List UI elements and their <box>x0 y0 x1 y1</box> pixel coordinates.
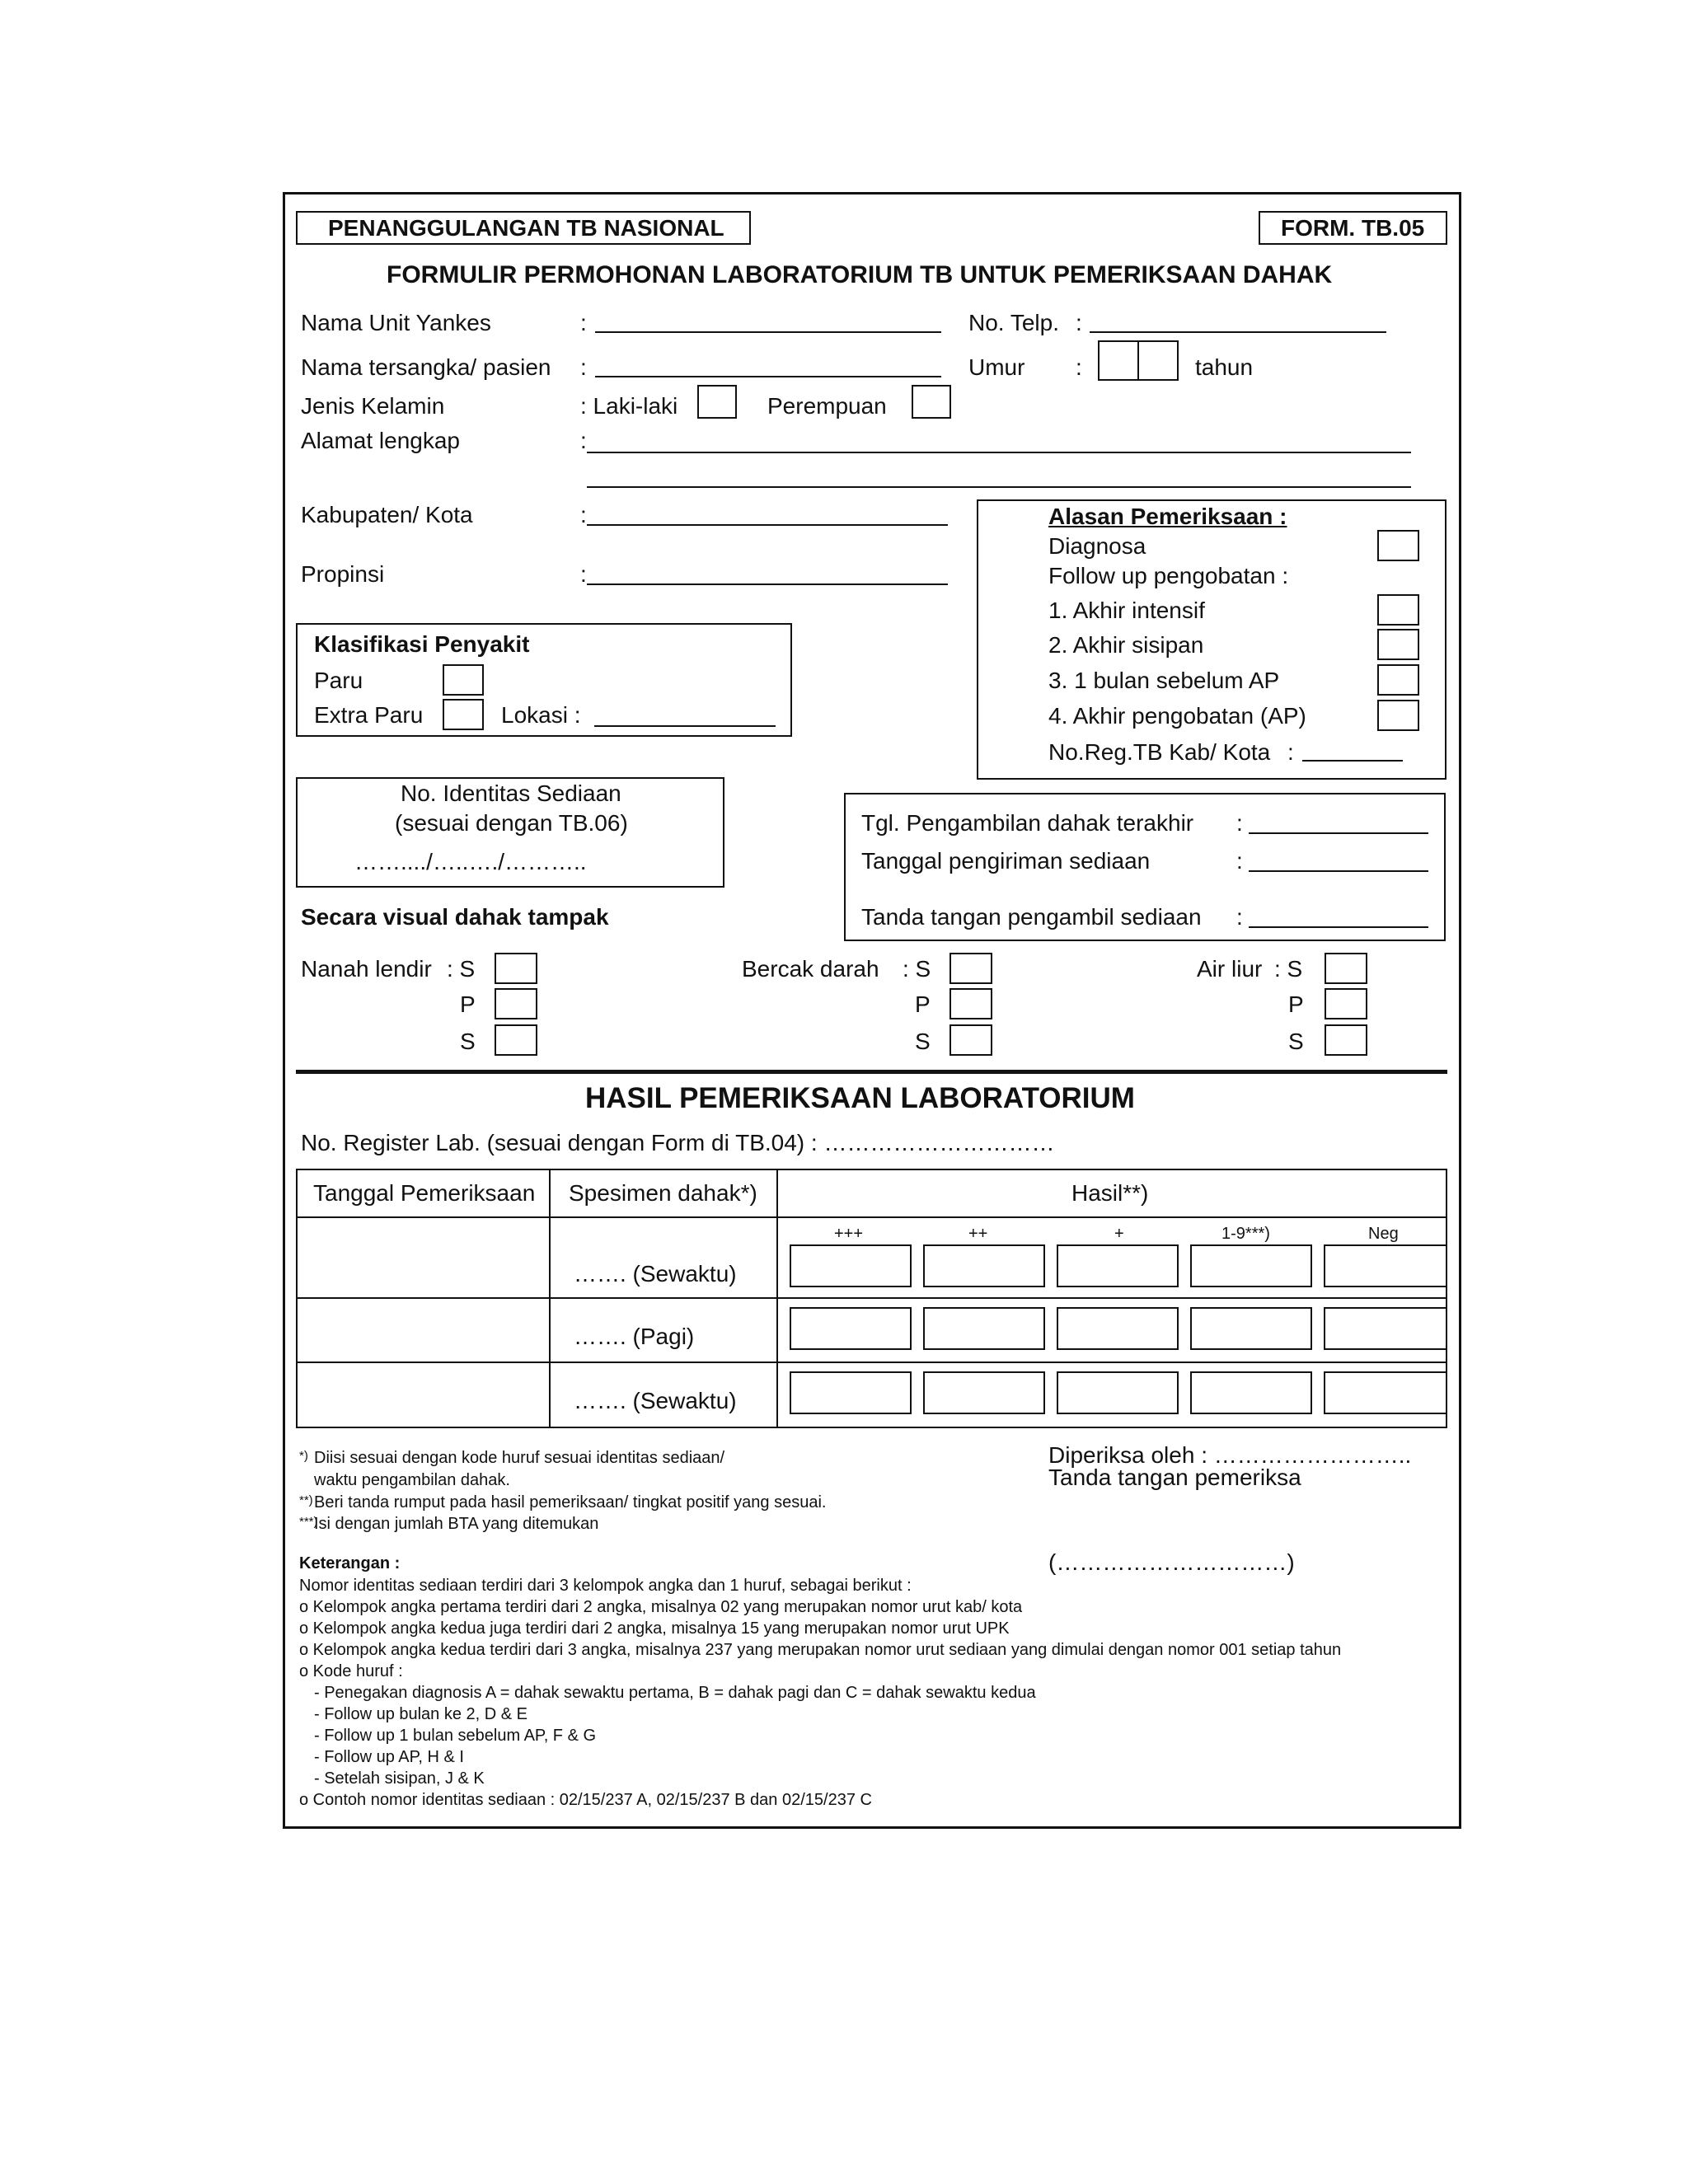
remarks-code-5: - Setelah sisipan, J & K <box>314 1769 485 1788</box>
result-box[interactable] <box>1324 1371 1447 1414</box>
note-1b: waktu pengambilan dahak. <box>314 1471 510 1489</box>
air-liur-mark-1: : S <box>1274 956 1303 982</box>
remarks-title: Keterangan : <box>299 1554 401 1572</box>
district-colon: : <box>580 502 587 527</box>
grade-5: Neg <box>1368 1225 1399 1243</box>
visual-title: Secara visual dahak tampak <box>301 904 609 930</box>
bercak-mark-2: P <box>915 991 931 1017</box>
district-label: Kabupaten/ Kota <box>301 502 473 527</box>
province-label: Propinsi <box>301 561 385 587</box>
nanah-mark-2: P <box>460 991 476 1017</box>
air-liur-mark-2: P <box>1288 991 1304 1017</box>
address-colon: : <box>580 428 587 453</box>
classification-title: Klasifikasi Penyakit <box>314 631 530 657</box>
reg-no-label: No.Reg.TB Kab/ Kota <box>1048 739 1271 765</box>
signature-colon: : <box>1236 904 1243 930</box>
examiner-signature-label: Tanda tangan pemeriksa <box>1048 1465 1301 1490</box>
phone-label: No. Telp. <box>968 310 1059 335</box>
result-box[interactable] <box>1057 1307 1179 1350</box>
remarks-bullet-1: o Kelompok angka pertama terdiri dari 2 angka, misalnya 02 yang merupakan nomor urut kab/ kota <box>299 1598 1023 1616</box>
address-field-1[interactable] <box>587 452 1411 453</box>
air-liur-label: Air liur <box>1197 956 1263 982</box>
remarks-example: o Contoh nomor identitas sediaan : 02/15/237 A, 02/15/237 B dan 02/15/237 C <box>299 1791 872 1809</box>
air-liur-mark-3: S <box>1288 1029 1304 1054</box>
remarks-bullet-4: o Kode huruf : <box>299 1662 403 1680</box>
bercak-mark-3: S <box>915 1029 931 1054</box>
grade-3: + <box>1114 1225 1124 1243</box>
bercak-darah-label: Bercak darah <box>742 956 879 982</box>
result-box[interactable] <box>1190 1244 1312 1287</box>
unit-colon: : <box>580 310 587 335</box>
grade-4: 1-9***) <box>1221 1225 1270 1243</box>
examiner-signature-field[interactable]: (…………………………) <box>1048 1549 1295 1575</box>
result-box[interactable] <box>790 1371 912 1414</box>
remarks-code-1: - Penegakan diagnosis A = dahak sewaktu pertama, B = dahak pagi dan C = dahak sewaktu kedua <box>314 1684 1036 1702</box>
air-liur-checkbox-3[interactable] <box>1325 1024 1367 1056</box>
specimen-id-title: No. Identitas Sediaan <box>401 780 621 806</box>
remarks-code-4: - Follow up AP, H & I <box>314 1748 464 1766</box>
col-header-date: Tanggal Pemeriksaan <box>313 1180 536 1206</box>
female-checkbox[interactable] <box>912 385 951 419</box>
result-box[interactable] <box>1324 1244 1447 1287</box>
result-box[interactable] <box>1057 1244 1179 1287</box>
extra-paru-checkbox[interactable] <box>443 699 484 730</box>
table-header-divider <box>296 1216 1447 1218</box>
bercak-checkbox-2[interactable] <box>950 988 992 1019</box>
remarks-bullet-3: o Kelompok angka kedua terdiri dari 3 angka, misalnya 237 yang merupakan nomor urut sediaan yang dimulai dengan nomor 001 setiap tahun <box>299 1641 1342 1659</box>
male-checkbox[interactable] <box>697 385 737 419</box>
unit-label: Nama Unit Yankes <box>301 310 491 335</box>
address-label: Alamat lengkap <box>301 428 461 453</box>
name-field[interactable] <box>595 376 941 377</box>
age-unit: tahun <box>1195 354 1254 380</box>
specimen-row-2: ……. (Pagi) <box>574 1324 695 1349</box>
result-box[interactable] <box>1324 1307 1447 1350</box>
nanah-checkbox-2[interactable] <box>495 988 537 1019</box>
lab-register: No. Register Lab. (sesuai dengan Form di TB.04) : ………………………… <box>301 1130 1055 1155</box>
sex-label: Jenis Kelamin <box>301 393 445 419</box>
paru-checkbox[interactable] <box>443 664 484 696</box>
reason-box <box>977 499 1447 780</box>
diagnosa-label: Diagnosa <box>1048 533 1146 559</box>
table-row-divider-2 <box>296 1361 1447 1363</box>
note-2: Beri tanda rumput pada hasil pemeriksaan/ tingkat positif yang sesuai. <box>314 1493 827 1511</box>
reg-no-colon: : <box>1287 739 1294 765</box>
diagnosa-checkbox[interactable] <box>1377 530 1419 561</box>
grade-2: ++ <box>968 1225 988 1243</box>
note-3-mark: ***) <box>299 1515 318 1529</box>
phone-field[interactable] <box>1090 331 1386 333</box>
note-2-mark: **) <box>299 1493 313 1507</box>
bercak-checkbox-3[interactable] <box>950 1024 992 1056</box>
name-label: Nama tersangka/ pasien <box>301 354 551 380</box>
reason-checkbox-2[interactable] <box>1377 629 1419 660</box>
reason-item-3: 3. 1 bulan sebelum AP <box>1048 668 1280 693</box>
remarks-code-3: - Follow up 1 bulan sebelum AP, F & G <box>314 1727 597 1745</box>
result-box[interactable] <box>923 1371 1045 1414</box>
reason-item-2: 2. Akhir sisipan <box>1048 632 1204 658</box>
result-box[interactable] <box>790 1244 912 1287</box>
result-box[interactable] <box>923 1307 1045 1350</box>
note-1a: Diisi sesuai dengan kode huruf sesuai identitas sediaan/ <box>314 1449 725 1467</box>
remarks-code-2: - Follow up bulan ke 2, D & E <box>314 1705 528 1723</box>
grade-1: +++ <box>834 1225 864 1243</box>
name-colon: : <box>580 354 587 380</box>
age-digit-1[interactable] <box>1098 340 1139 381</box>
specimen-row-1: ……. (Sewaktu) <box>574 1261 737 1286</box>
reason-item-1: 1. Akhir intensif <box>1048 598 1205 623</box>
result-box[interactable] <box>1057 1371 1179 1414</box>
signature-field[interactable] <box>1249 926 1428 928</box>
bercak-checkbox-1[interactable] <box>950 953 992 984</box>
specimen-row-3: ……. (Sewaktu) <box>574 1388 737 1413</box>
nanah-checkbox-3[interactable] <box>495 1024 537 1056</box>
age-colon: : <box>1076 354 1082 380</box>
province-colon: : <box>580 561 587 587</box>
phone-colon: : <box>1076 310 1082 335</box>
air-liur-checkbox-1[interactable] <box>1325 953 1367 984</box>
age-digit-2[interactable] <box>1137 340 1179 381</box>
specimen-id-pattern[interactable]: ……..../…..…./……….. <box>354 849 587 874</box>
sending-date-label: Tanggal pengiriman sediaan <box>861 848 1151 874</box>
bercak-mark-1: : S <box>903 956 931 982</box>
sending-date-colon: : <box>1236 848 1243 874</box>
address-field-2[interactable] <box>587 486 1411 488</box>
specimen-id-subtitle: (sesuai dengan TB.06) <box>395 810 628 836</box>
lab-title: HASIL PEMERIKSAAN LABORATORIUM <box>585 1082 1135 1114</box>
reason-title: Alasan Pemeriksaan : <box>1048 504 1287 529</box>
sending-date-field[interactable] <box>1249 870 1428 872</box>
collection-date-colon: : <box>1236 810 1243 836</box>
extra-paru-label: Extra Paru <box>314 702 424 728</box>
result-box[interactable] <box>1190 1371 1312 1414</box>
form-code: FORM. TB.05 <box>1281 215 1425 241</box>
age-label: Umur <box>968 354 1025 380</box>
form-title: FORMULIR PERMOHONAN LABORATORIUM TB UNTUK PEMERIKSAAN DAHAK <box>387 261 1333 288</box>
section-divider <box>296 1070 1447 1074</box>
signature-label: Tanda tangan pengambil sediaan <box>861 904 1202 930</box>
note-1-mark: *) <box>299 1449 308 1463</box>
unit-field[interactable] <box>595 331 941 333</box>
female-label: Perempuan <box>767 393 887 419</box>
reason-checkbox-4[interactable] <box>1377 700 1419 731</box>
result-box[interactable] <box>1190 1307 1312 1350</box>
col-header-specimen: Spesimen dahak*) <box>569 1180 757 1206</box>
table-row-divider-1 <box>296 1297 1447 1299</box>
nanah-mark-1: : S <box>447 956 476 982</box>
result-box[interactable] <box>923 1244 1045 1287</box>
district-field[interactable] <box>587 524 948 526</box>
reason-checkbox-3[interactable] <box>1377 664 1419 696</box>
paru-label: Paru <box>314 668 363 693</box>
nanah-checkbox-1[interactable] <box>495 953 537 984</box>
remarks-bullet-2: o Kelompok angka kedua juga terdiri dari 2 angka, misalnya 15 yang merupakan nomor urut UPK <box>299 1619 1010 1638</box>
nanah-lendir-label: Nanah lendir <box>301 956 432 982</box>
location-field[interactable] <box>594 725 776 727</box>
location-label: Lokasi : <box>501 702 581 728</box>
nanah-mark-3: S <box>460 1029 476 1054</box>
follow-up-label: Follow up pengobatan : <box>1048 563 1289 588</box>
program-title: PENANGGULANGAN TB NASIONAL <box>328 215 724 241</box>
col-header-result: Hasil**) <box>1071 1180 1149 1206</box>
result-box[interactable] <box>790 1307 912 1350</box>
reason-checkbox-1[interactable] <box>1377 594 1419 626</box>
male-label: : Laki-laki <box>580 393 678 419</box>
reason-item-4: 4. Akhir pengobatan (AP) <box>1048 703 1306 729</box>
remarks-intro: Nomor identitas sediaan terdiri dari 3 kelompok angka dan 1 huruf, sebagai berikut : <box>299 1577 912 1595</box>
province-field[interactable] <box>587 583 948 585</box>
collection-date-label: Tgl. Pengambilan dahak terakhir <box>861 810 1194 836</box>
examined-by: Diperiksa oleh : …………………….. <box>1048 1442 1412 1468</box>
reg-no-field[interactable] <box>1302 760 1403 762</box>
note-3: Isi dengan jumlah BTA yang ditemukan <box>314 1515 599 1533</box>
collection-date-field[interactable] <box>1249 832 1428 834</box>
air-liur-checkbox-2[interactable] <box>1325 988 1367 1019</box>
